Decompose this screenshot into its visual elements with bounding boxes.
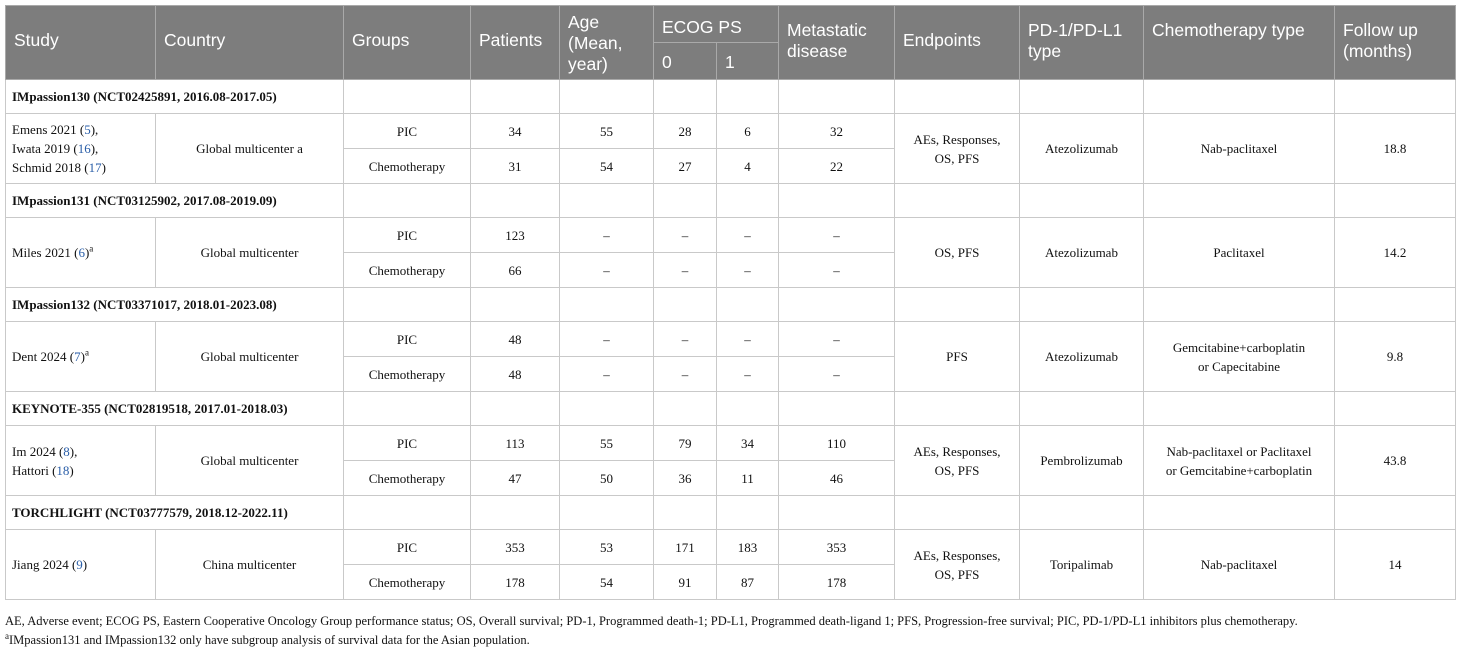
metastatic-cell: 110 [779,426,895,461]
empty-cell [344,184,471,218]
study-cell [6,322,156,392]
empty-cell [654,392,717,426]
chemo-type-cell [1144,114,1335,184]
empty-cell [1020,496,1144,530]
metastatic-cell: 353 [779,530,895,565]
reference-close: ), [90,141,99,156]
empty-cell [471,80,560,114]
study-reference [12,555,149,574]
empty-cell [1020,392,1144,426]
table-row [6,322,1456,357]
empty-cell [779,392,895,426]
study-name: Schmid 2018 ( [12,160,89,175]
group-cell: Chemotherapy [344,149,471,184]
reference-number: 16 [77,141,91,156]
ecog1-cell: – [717,253,779,288]
chemo-type-cell [1144,322,1335,392]
trial-title: IMpassion131 (NCT03125902, 2017.08-2019.09) [6,184,344,218]
table-row [6,114,1456,149]
study-name: Hattori ( [12,462,57,478]
footnote-marker: a [89,243,94,254]
endpoints-cell [895,218,1020,288]
age-cell: – [560,322,654,357]
header-ecog-ps: ECOG PS [654,6,779,43]
empty-cell [1144,496,1335,530]
study-name: Dent 2024 ( [12,349,75,364]
trial-title: IMpassion132 (NCT03371017, 2018.01-2023.08) [6,288,344,322]
country-cell: Global multicenter [156,218,344,288]
footnote-marker: a [84,347,89,358]
ecog1-cell: – [717,322,779,357]
chemo-type-line: or Capecitabine [1198,358,1280,374]
header-metastatic: Metastatic disease [779,6,895,80]
study-name: Miles 2021 ( [12,245,79,260]
empty-cell [560,184,654,218]
empty-cell [344,496,471,530]
study-cell [6,530,156,600]
chemo-type-line: Gemcitabine+carboplatin [1172,339,1306,355]
empty-cell [1335,288,1456,322]
ecog1-cell: 87 [717,565,779,600]
ecog1-cell: 4 [717,149,779,184]
empty-cell [895,496,1020,530]
ecog0-cell: – [654,253,717,288]
patients-cell: 123 [471,218,560,253]
metastatic-cell: 32 [779,114,895,149]
reference-number: 18 [56,462,70,478]
chemo-type-cell [1144,426,1335,496]
trial-title: TORCHLIGHT (NCT03777579, 2018.12-2022.11) [6,496,344,530]
empty-cell [1144,392,1335,426]
chemo-type-line: Nab-paclitaxel or Paclitaxel [1166,443,1312,459]
age-cell: 50 [560,461,654,496]
follow-up-cell: 14.2 [1335,218,1456,288]
study-cell [6,426,156,496]
group-cell: PIC [344,218,471,253]
metastatic-cell: 46 [779,461,895,496]
pd-type-cell: Toripalimab [1020,530,1144,600]
endpoints-cell [895,426,1020,496]
endpoints-line: OS, PFS [934,245,980,260]
study-name: Iwata 2019 ( [12,141,78,156]
reference-number: 17 [88,160,102,175]
table-row [6,426,1456,461]
empty-cell [895,80,1020,114]
reference-close: ) [80,349,85,364]
empty-cell [1144,184,1335,218]
follow-up-cell: 14 [1335,530,1456,600]
empty-cell [1020,184,1144,218]
table-row [6,218,1456,253]
note-text: IMpassion131 and IMpassion132 only have subgroup analysis of survival data for the Asian population. [9,633,530,647]
empty-cell [344,80,471,114]
endpoints-cell [895,322,1020,392]
reference-close: ), [69,443,78,459]
patients-cell: 113 [471,426,560,461]
age-cell: 55 [560,114,654,149]
age-cell: 55 [560,426,654,461]
empty-cell [1335,184,1456,218]
endpoints-line: OS, PFS [934,150,980,166]
patients-cell: 178 [471,565,560,600]
table-body [6,80,1456,600]
note-marker: a [5,630,9,641]
asian-subgroup-note [5,631,1455,650]
study-cell [6,218,156,288]
patients-cell: 48 [471,357,560,392]
pd-type-cell: Pembrolizumab [1020,426,1144,496]
metastatic-cell: 22 [779,149,895,184]
ecog1-cell: – [717,357,779,392]
header-study: Study [6,6,156,80]
reference-number: 5 [84,122,91,137]
empty-cell [1020,288,1144,322]
empty-cell [471,392,560,426]
trial-title-row [6,392,1456,426]
header-ecog-0: 0 [654,43,717,80]
header-patients: Patients [471,6,560,80]
study-name: Im 2024 ( [12,443,64,459]
empty-cell [1335,80,1456,114]
header-country: Country [156,6,344,80]
metastatic-cell: – [779,253,895,288]
country-cell: Global multicenter [156,426,344,496]
empty-cell [717,496,779,530]
endpoints-line: OS, PFS [934,462,980,478]
empty-cell [471,288,560,322]
empty-cell [654,80,717,114]
metastatic-cell: – [779,357,895,392]
ecog1-cell: 11 [717,461,779,496]
reference-close: ) [101,160,106,175]
group-cell: Chemotherapy [344,461,471,496]
patients-cell: 48 [471,322,560,357]
empty-cell [654,184,717,218]
chemo-type-line: Paclitaxel [1213,245,1265,260]
age-cell: – [560,253,654,288]
study-reference [12,461,149,480]
age-cell: 54 [560,565,654,600]
patients-cell: 47 [471,461,560,496]
endpoints-line: AEs, Responses, [913,443,1001,459]
ecog1-cell: 183 [717,530,779,565]
country-cell: China multicenter [156,530,344,600]
ecog0-cell: 79 [654,426,717,461]
study-reference [12,139,149,158]
table-header [6,6,1456,80]
study-characteristics-table [5,5,1456,600]
chemo-type-cell [1144,530,1335,600]
group-cell: PIC [344,530,471,565]
empty-cell [560,80,654,114]
empty-cell [1144,288,1335,322]
ecog0-cell: – [654,357,717,392]
age-cell: 53 [560,530,654,565]
ecog0-cell: 91 [654,565,717,600]
header-follow-up: Follow up (months) [1335,6,1456,80]
empty-cell [717,392,779,426]
empty-cell [471,496,560,530]
patients-cell: 353 [471,530,560,565]
empty-cell [779,288,895,322]
reference-close: ) [69,462,74,478]
country-cell: Global multicenter a [156,114,344,184]
trial-title: KEYNOTE-355 (NCT02819518, 2017.01-2018.03) [6,392,344,426]
abbreviations-note: AE, Adverse event; ECOG PS, Eastern Cooperative Oncology Group performance status; OS, Overall survival; PD-1, Programmed death-1; PD-L1, Programmed death-ligand 1; PFS, Progression-free survival; PIC, PD-1/PD-L1 inhibitors plus chemotherapy. [5,614,1298,628]
follow-up-cell: 9.8 [1335,322,1456,392]
ecog0-cell: 27 [654,149,717,184]
patients-cell: 31 [471,149,560,184]
ecog0-cell: 36 [654,461,717,496]
empty-cell [1020,80,1144,114]
chemo-type-cell [1144,218,1335,288]
pd-type-cell: Atezolizumab [1020,114,1144,184]
patients-cell: 66 [471,253,560,288]
header-ecog-1: 1 [717,43,779,80]
group-cell: Chemotherapy [344,565,471,600]
ecog0-cell: 171 [654,530,717,565]
age-cell: 54 [560,149,654,184]
empty-cell [560,288,654,322]
endpoints-line: PFS [946,349,968,364]
follow-up-cell: 18.8 [1335,114,1456,184]
empty-cell [895,184,1020,218]
endpoints-cell [895,114,1020,184]
reference-number: 9 [76,557,83,572]
trial-title-row [6,80,1456,114]
empty-cell [779,80,895,114]
trial-title: IMpassion130 (NCT02425891, 2016.08-2017.05) [6,80,344,114]
trial-title-row [6,184,1456,218]
reference-close: ) [84,245,90,260]
empty-cell [654,496,717,530]
empty-cell [654,288,717,322]
empty-cell [779,184,895,218]
study-name: Emens 2021 ( [12,122,85,137]
empty-cell [560,392,654,426]
header-endpoints: Endpoints [895,6,1020,80]
follow-up-cell: 43.8 [1335,426,1456,496]
metastatic-cell: – [779,218,895,253]
trial-title-row [6,288,1456,322]
group-cell: Chemotherapy [344,253,471,288]
endpoints-line: OS, PFS [934,566,980,582]
empty-cell [344,392,471,426]
age-cell: – [560,218,654,253]
group-cell: PIC [344,426,471,461]
header-chemo-type: Chemotherapy type [1144,6,1335,80]
table-row [6,530,1456,565]
ecog0-cell: – [654,322,717,357]
metastatic-cell: 178 [779,565,895,600]
reference-close: ) [82,557,88,572]
ecog1-cell: – [717,218,779,253]
empty-cell [717,80,779,114]
ecog1-cell: 6 [717,114,779,149]
pd-type-cell: Atezolizumab [1020,322,1144,392]
patients-cell: 34 [471,114,560,149]
empty-cell [560,496,654,530]
study-reference [12,243,149,262]
endpoints-line: AEs, Responses, [913,131,1001,147]
chemo-type-line: Nab-paclitaxel [1200,557,1278,572]
group-cell: PIC [344,114,471,149]
group-cell: Chemotherapy [344,357,471,392]
study-reference [12,120,149,139]
trial-title-row [6,496,1456,530]
empty-cell [895,392,1020,426]
reference-number: 8 [63,443,70,459]
header-groups: Groups [344,6,471,80]
study-reference [12,442,149,461]
endpoints-line: AEs, Responses, [913,547,1001,563]
reference-close: ), [90,122,99,137]
ecog1-cell: 34 [717,426,779,461]
study-reference [12,158,149,177]
ecog0-cell: – [654,218,717,253]
chemo-type-line: Nab-paclitaxel [1200,141,1278,156]
empty-cell [779,496,895,530]
study-name: Jiang 2024 ( [12,557,77,572]
endpoints-cell [895,530,1020,600]
metastatic-cell: – [779,322,895,357]
empty-cell [1144,80,1335,114]
empty-cell [1335,392,1456,426]
country-cell: Global multicenter [156,322,344,392]
empty-cell [717,184,779,218]
reference-number: 7 [74,349,81,364]
age-cell: – [560,357,654,392]
pd-type-cell: Atezolizumab [1020,218,1144,288]
empty-cell [717,288,779,322]
reference-number: 6 [78,245,85,260]
empty-cell [895,288,1020,322]
ecog0-cell: 28 [654,114,717,149]
group-cell: PIC [344,322,471,357]
header-pd-type: PD-1/PD-L1 type [1020,6,1144,80]
table-footnotes [5,612,1455,650]
empty-cell [471,184,560,218]
empty-cell [1335,496,1456,530]
chemo-type-line: or Gemcitabine+carboplatin [1165,462,1313,478]
empty-cell [344,288,471,322]
study-cell [6,114,156,184]
study-reference [12,347,149,366]
header-age: Age (Mean, year) [560,6,654,80]
